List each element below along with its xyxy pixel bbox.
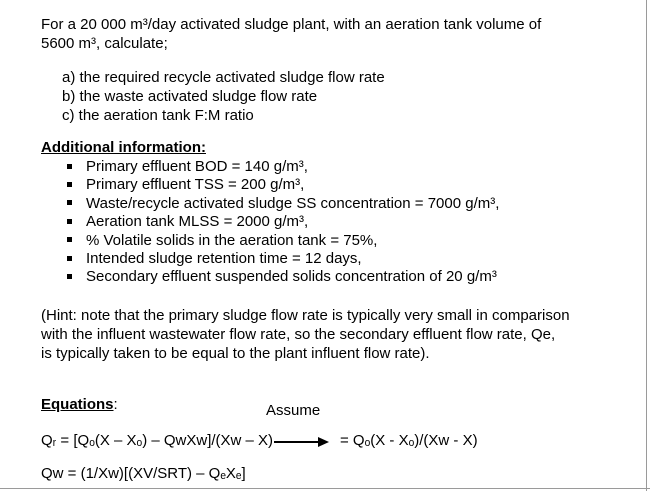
bullet-icon: [67, 237, 72, 242]
hint-line-3: is typically taken to be equal to the plant influent flow rate).: [41, 345, 430, 362]
bullet-icon: [67, 200, 72, 205]
bullet-icon: [67, 219, 72, 224]
bullet-icon: [67, 182, 72, 187]
info-item-text: % Volatile solids in the aeration tank = 75%,: [86, 231, 378, 249]
list-item: a) the required recycle activated sludge flow rate: [62, 69, 385, 86]
info-item-text: Primary effluent TSS = 200 g/m³,: [86, 176, 305, 194]
equations-heading: [41, 396, 118, 413]
intro-line-2: 5600 m³, calculate;: [41, 35, 168, 52]
qw-equation: Qw = (1/Xw)[(XV/SRT) – QₑXₑ]: [41, 465, 246, 482]
equations-heading-colon: :: [113, 396, 118, 413]
qr-assumed-equation: = Qₒ(X - Xₒ)/(Xw - X): [340, 432, 478, 449]
bullet-icon: [67, 256, 72, 261]
info-item-text: Intended sludge retention time = 12 days,: [86, 250, 362, 268]
list-item: [67, 250, 499, 268]
intro-line-1: For a 20 000 m³/day activated sludge plant, with an aeration tank volume of: [41, 16, 542, 33]
list-item: b) the waste activated sludge flow rate: [62, 88, 318, 105]
hint-line-1: (Hint: note that the primary sludge flow rate is typically very small in comparison: [41, 307, 570, 324]
additional-info-heading: Additional information:: [41, 139, 206, 156]
additional-info-list: [67, 158, 499, 287]
equations-heading-text: Equations: [41, 396, 114, 413]
assume-label: Assume: [266, 402, 321, 419]
list-item: [67, 232, 499, 250]
hint-line-2: with the influent wastewater flow rate, so the secondary effluent flow rate, Qe,: [41, 326, 556, 343]
list-item: [67, 158, 499, 176]
problem-intro: [41, 15, 541, 53]
problem-parts-list: [62, 68, 385, 125]
info-item-text: Waste/recycle activated sludge SS concentration = 7000 g/m³,: [86, 194, 500, 212]
bullet-icon: [67, 274, 72, 279]
list-item: [67, 268, 499, 286]
info-item-text: Aeration tank MLSS = 2000 g/m³,: [86, 213, 309, 231]
info-item-text: Secondary effluent suspended solids concentration of 20 g/m³: [86, 268, 497, 286]
list-item: [67, 213, 499, 231]
right-arrow-icon: [274, 435, 330, 449]
list-item: [67, 176, 499, 194]
list-item: [67, 195, 499, 213]
info-item-text: Primary effluent BOD = 140 g/m³,: [86, 158, 308, 175]
page-border-right: [646, 0, 647, 491]
qr-equation: Qᵣ = [Qₒ(X – Xₒ) – QwXw]/(Xw – X): [41, 432, 274, 449]
list-item: c) the aeration tank F:M ratio: [62, 107, 254, 124]
page-border-bottom: [0, 488, 650, 489]
hint-paragraph: [41, 306, 570, 363]
bullet-icon: [67, 164, 72, 169]
